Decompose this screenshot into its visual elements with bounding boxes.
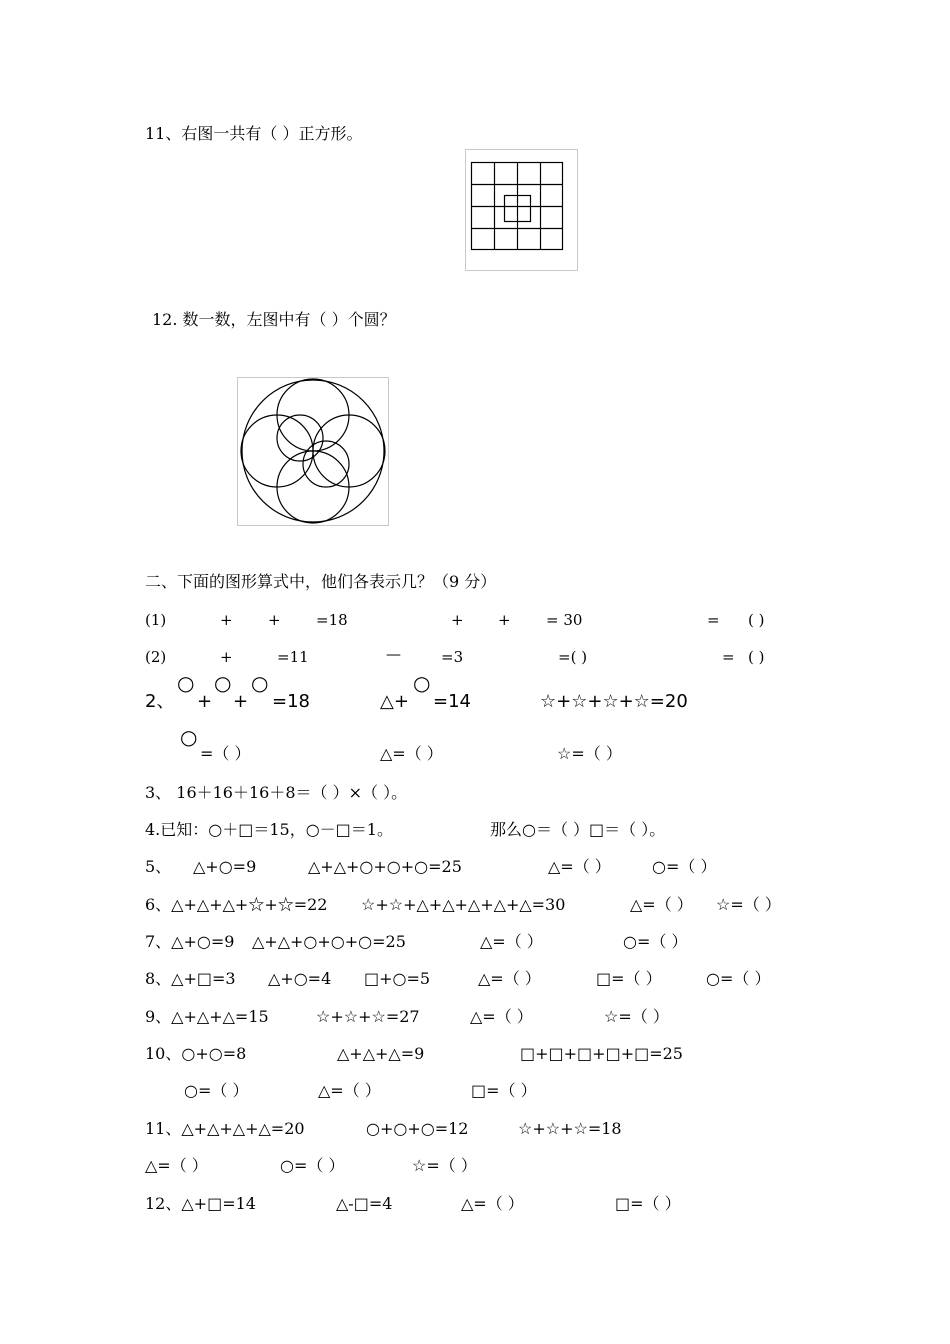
- equals-3: =3: [441, 648, 464, 666]
- section-2-problem-1-number: (1): [145, 611, 167, 629]
- equation: △+△+○+○+○=25: [308, 857, 462, 876]
- answer-blank: △=（ ）: [461, 1194, 524, 1213]
- question-8-equation: 8、△+□=3: [145, 969, 236, 988]
- equation: △+△+○+○+○=25: [252, 932, 406, 951]
- equals-sign: =: [707, 611, 720, 629]
- plus-sign: +: [220, 611, 233, 629]
- equation: ☆+☆+☆=18: [518, 1119, 622, 1138]
- circles-drawing: [238, 378, 388, 525]
- answer-blank: =( ): [558, 648, 588, 666]
- equation: ☆+☆+△+△+△+△+△=30: [361, 895, 566, 914]
- equals-14: =14: [433, 691, 471, 712]
- plus-sign: +: [197, 691, 213, 712]
- circles-figure: [237, 377, 389, 526]
- equation: ○+○+○=12: [366, 1119, 469, 1138]
- answer-blank: ○=（ ）: [706, 969, 771, 988]
- circle-symbol: ○: [251, 671, 269, 695]
- answer-blank: □=（ ）: [596, 969, 662, 988]
- answer-blank: ☆=（ ）: [604, 1007, 669, 1026]
- squares-grid-drawing: [466, 150, 577, 270]
- circle-symbol: ○: [413, 671, 431, 695]
- equation: □+○=5: [364, 969, 431, 988]
- answer-blank: ☆=（ ）: [716, 895, 781, 914]
- plus-sign: +: [220, 648, 233, 666]
- circle-answer: =（ ）: [200, 744, 251, 763]
- question-4-ask: 那么○＝（ ）□＝（ ）。: [490, 820, 666, 839]
- equals-sign: =: [722, 648, 735, 666]
- equals-18: =18: [272, 691, 310, 712]
- question-12-equation: 12、△+□=14: [145, 1194, 256, 1213]
- question-6-equation: 6、△+△+△+☆+☆=22: [145, 895, 328, 914]
- triangle-plus: △+: [380, 691, 409, 712]
- question-10-equation: 10、○+○=8: [145, 1044, 247, 1063]
- question-4-given: 4.已知：○＋□＝15，○－□＝1。: [145, 820, 393, 839]
- answer-blank: ○=（ ）: [280, 1156, 345, 1175]
- star-answer: ☆=（ ）: [557, 744, 622, 763]
- section-2-problem-2-number: (2): [145, 648, 167, 666]
- answer-blank: △=（ ）: [145, 1156, 208, 1175]
- equation: △+○=4: [268, 969, 332, 988]
- question-5-number: 5、: [145, 857, 172, 876]
- answer-blank: ○=（ ）: [652, 857, 717, 876]
- equals-11: =11: [277, 648, 309, 666]
- circle-symbol: ○: [177, 671, 195, 695]
- answer-blank: ( ): [748, 648, 765, 666]
- plus-sign: +: [451, 611, 464, 629]
- plus-sign: +: [268, 611, 281, 629]
- question-11: 11、右图一共有（ ）正方形。: [145, 124, 363, 143]
- question-3: 3、 16＋16＋16＋8＝（ ）×（ ）。: [145, 783, 408, 802]
- plus-sign: +: [233, 691, 249, 712]
- answer-blank: △=（ ）: [478, 969, 541, 988]
- circle-symbol: ○: [180, 725, 198, 749]
- equals-18: =18: [316, 611, 348, 629]
- equation: △+△+△=9: [337, 1044, 425, 1063]
- question-9-equation: 9、△+△+△=15: [145, 1007, 269, 1026]
- question-12: 12. 数一数，左图中有（ ）个圆？: [152, 310, 396, 329]
- plus-sign: +: [498, 611, 511, 629]
- answer-blank: ☆=（ ）: [412, 1156, 477, 1175]
- equation: ☆+☆+☆=27: [316, 1007, 420, 1026]
- answer-blank: □=（ ）: [471, 1081, 537, 1100]
- squares-grid-figure: [465, 149, 578, 271]
- answer-blank: ○=（ ）: [184, 1081, 249, 1100]
- answer-blank: △=（ ）: [318, 1081, 381, 1100]
- answer-blank: □=（ ）: [615, 1194, 681, 1213]
- question-7-equation: 7、△+○=9: [145, 932, 235, 951]
- triangle-answer: △=（ ）: [380, 744, 443, 763]
- answer-blank: ( ): [748, 611, 765, 629]
- question-2-number: 2、: [145, 691, 175, 712]
- circle-symbol: ○: [214, 671, 232, 695]
- equation: △-□=4: [336, 1194, 393, 1213]
- answer-blank: ○=（ ）: [623, 932, 688, 951]
- answer-blank: △=（ ）: [548, 857, 611, 876]
- equals-30: = 30: [546, 611, 583, 629]
- equation: □+□+□+□+□=25: [520, 1044, 683, 1063]
- answer-blank: △=（ ）: [480, 932, 543, 951]
- equation: △+○=9: [193, 857, 257, 876]
- minus-sign: —: [386, 645, 401, 663]
- section-2-title: 二、下面的图形算式中，他们各表示几？（9 分）: [145, 572, 497, 591]
- stars-equation: ☆+☆+☆+☆=20: [540, 691, 688, 712]
- answer-blank: △=（ ）: [470, 1007, 533, 1026]
- answer-blank: △=（ ）: [630, 895, 693, 914]
- question-11-equation: 11、△+△+△+△=20: [145, 1119, 305, 1138]
